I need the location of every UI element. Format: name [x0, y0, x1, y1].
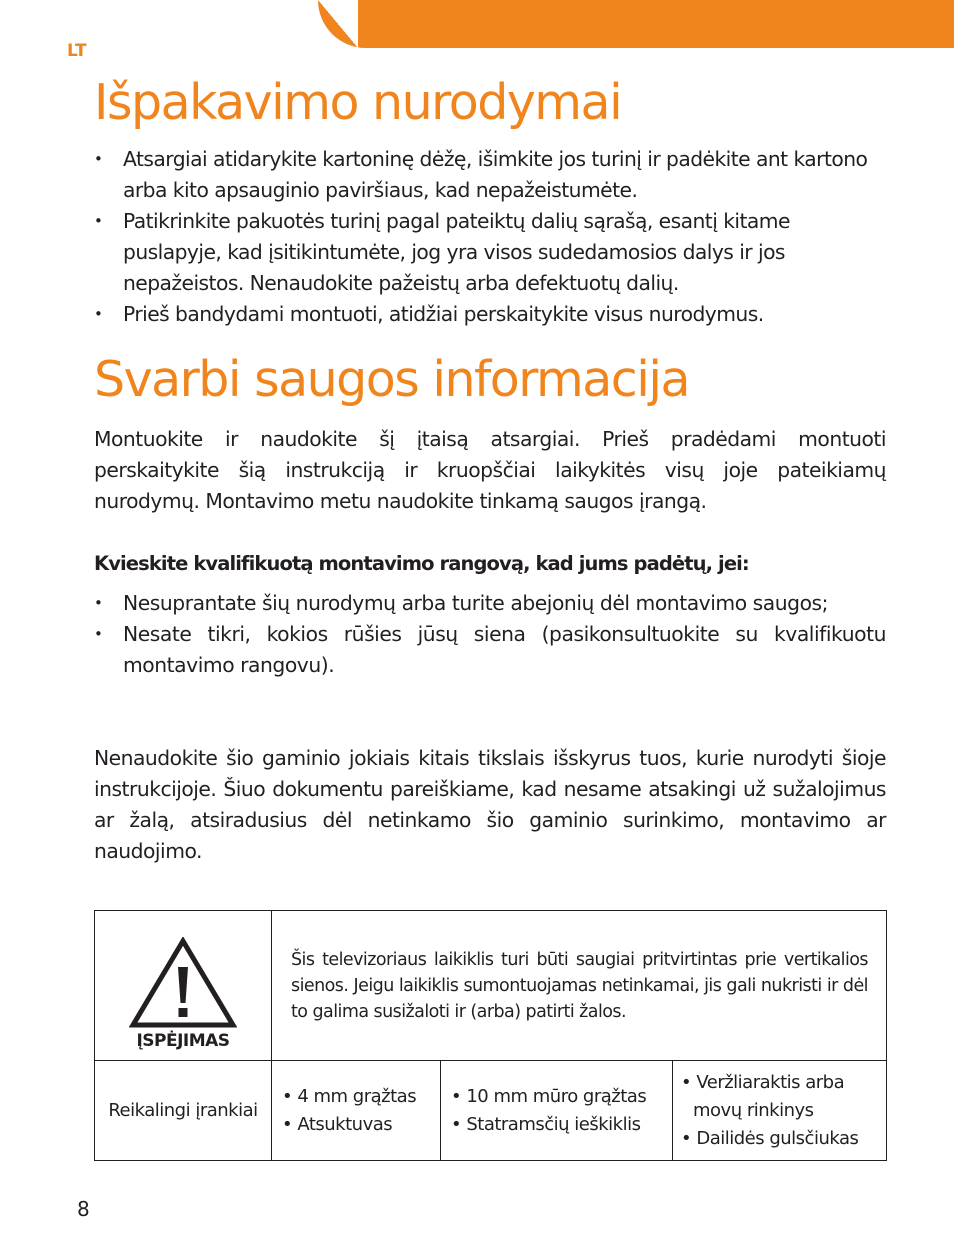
list-item: • Nesate tikri, kokios rūšies jūsų siena (pasikonsultuokite su kvalifikuotu montavimo rangovu).	[94, 619, 886, 681]
warning-text: Šis televizoriaus laikiklis turi būti saugiai pritvirtintas prie vertikalios sienos. Jeigu laikiklis sumontuojamas netinkamai, jis gali nukristi ir dėl to galima susižaloti ir (arba) patirti žalos.	[272, 911, 887, 1061]
warning-cell	[95, 911, 272, 1061]
warning-triangle-icon	[129, 937, 237, 1029]
tools-label: Reikalingi įrankiai	[95, 1061, 272, 1161]
unpacking-title: Išpakavimo nurodymai	[94, 74, 622, 131]
list-item: • Patikrinkite pakuotės turinį pagal pateiktų dalių sąrašą, esantį kitame puslapyje, kad įsitikintumėte, jog yra visos sudedamosios dalys ir jos nepažeistos. Nenaudokite pažeistų arba defektuotų dalių.	[94, 206, 886, 299]
tool-item: • Dailidės gulsčiukas	[681, 1127, 859, 1149]
disclaimer-paragraph: Nenaudokite šio gaminio jokiais kitais tikslais išskyrus tuos, kurie nurodyti šioje instrukcijoje. Šiuo dokumentu pareiškiame, kad nesame atsakingi už sužalojimus ar žalą, atsiradusius dėl netinkamo šio gaminio surinkimo, montavimo ar naudojimo.	[94, 746, 886, 863]
tool-item: • Veržliaraktis arba	[681, 1071, 845, 1093]
list-item: • Prieš bandydami montuoti, atidžiai perskaitykite visus nurodymus.	[94, 299, 886, 330]
tool-item: movų rinkinys	[693, 1099, 814, 1121]
tool-item: • Atsuktuvas	[282, 1113, 393, 1135]
warning-tools-table	[94, 910, 887, 1161]
warning-label: ĮSPĖJIMAS	[136, 1030, 230, 1051]
contractor-list	[94, 588, 886, 681]
safety-intro: Montuokite ir naudokite šį įtaisą atsargiai. Prieš pradėdami montuoti perskaitykite šią instrukciją ir kruopščiai laikykitės visų joje pateikiamų nurodymų. Montavimo metu naudokite tinkamą saugos įrangą.	[94, 427, 886, 513]
list-item: • Nesuprantate šių nurodymų arba turite abejonių dėl montavimo saugos;	[94, 588, 886, 619]
tool-item: • 4 mm grąžtas	[282, 1085, 417, 1107]
contractor-subheading: Kvieskite kvalifikuotą montavimo rangovą, kad jums padėtų, jei:	[94, 552, 749, 575]
page-number: 8	[77, 1197, 90, 1221]
unpacking-list	[94, 144, 886, 330]
header-tab-slant	[318, 0, 358, 48]
tools-column-3	[673, 1061, 887, 1161]
tools-column-2	[441, 1061, 673, 1161]
language-code: LT	[67, 41, 87, 61]
list-item: • Atsargiai atidarykite kartoninę dėžę, išimkite jos turinį ir padėkite ant kartono arba kito apsauginio paviršiaus, kad nepažeistumėte.	[94, 144, 886, 206]
safety-title: Svarbi saugos informacija	[94, 351, 690, 408]
tool-item: • 10 mm mūro grąžtas	[451, 1085, 647, 1107]
tool-item: • Statramsčių ieškiklis	[451, 1113, 641, 1135]
tools-column-1	[272, 1061, 441, 1161]
header-orange-tab	[318, 0, 954, 48]
